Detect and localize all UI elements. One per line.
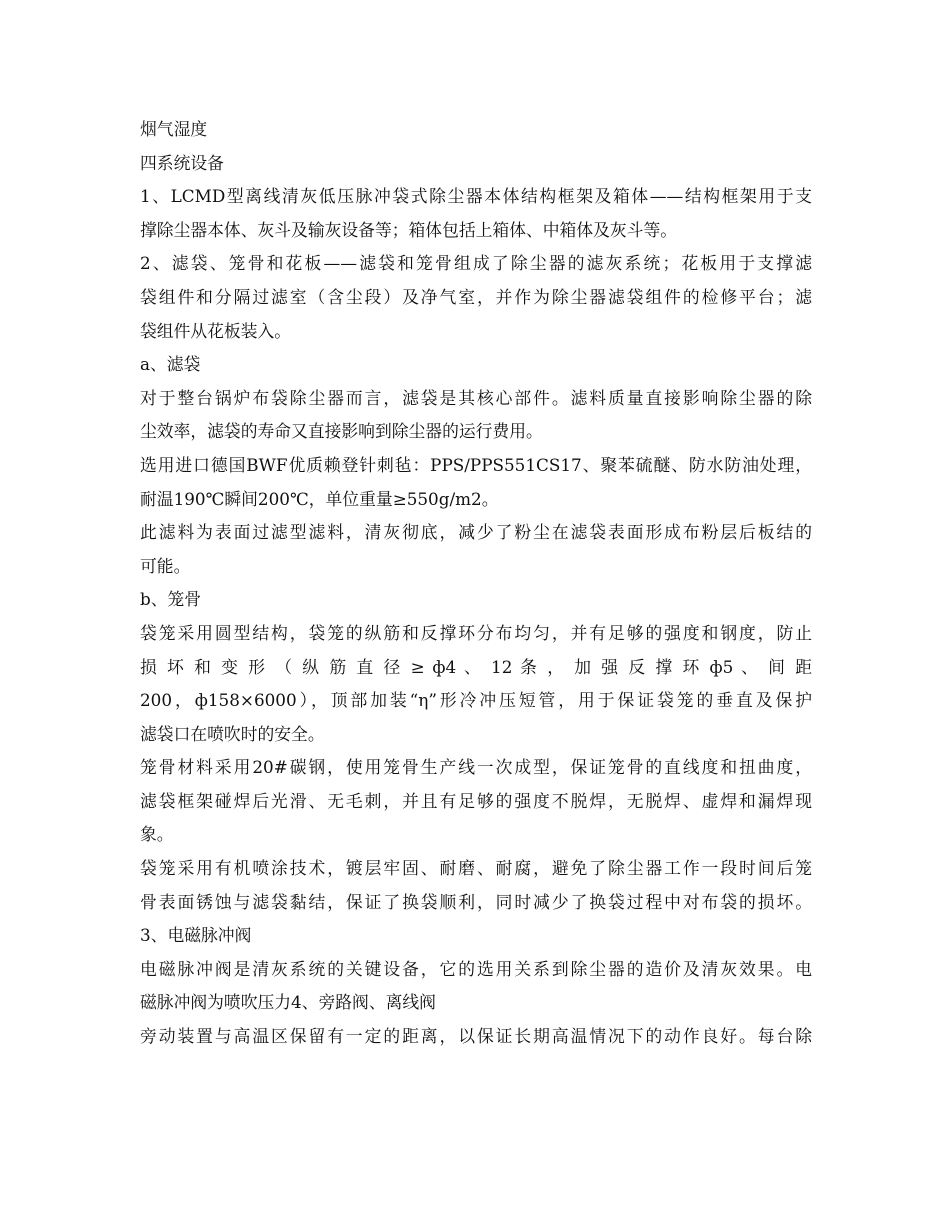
text-line: 滤袋框架碰焊后光滑、无毛刺，并且有足够的强度不脱焊，无脱焊、虚焊和漏焊现	[140, 790, 812, 811]
text-line: 尘效率，滤袋的寿命又直接影响到除尘器的运行费用。	[140, 421, 543, 442]
text-line: 电磁脉冲阀是清灰系统的关键设备，它的选用关系到除尘器的造价及清灰效果。电	[140, 958, 812, 979]
text-line: 袋组件和分隔过滤室（含尘段）及净气室，并作为除尘器滤袋组件的检修平台；滤	[140, 286, 812, 307]
text-line: 袋笼采用有机喷涂技术，镀层牢固、耐磨、耐腐，避免了除尘器工作一段时间后笼	[140, 858, 812, 879]
text-line: 象。	[140, 824, 174, 845]
text-line: 四系统设备	[140, 152, 224, 173]
text-line: 2、滤袋、笼骨和花板——滤袋和笼骨组成了除尘器的滤灰系统；花板用于支撑滤	[140, 253, 812, 274]
text-line: 滤袋口在喷吹时的安全。	[140, 723, 325, 744]
text-line: b、笼骨	[140, 589, 202, 610]
text-line: 烟气湿度	[140, 119, 208, 139]
text-line: 1、LCMD型离线清灰低压脉冲袋式除尘器本体结构框架及箱体——结构框架用于支	[140, 186, 812, 207]
text-line: 磁脉冲阀为喷吹压力4、旁路阀、离线阀	[140, 992, 436, 1013]
text-line: a、滤袋	[140, 354, 201, 375]
text-line: 损 坏 和 变 形 （ 纵 筋 直 径 ≥ ф4 、 12 条 ， 加 强 反 撑 环 ф5 、 间 距	[140, 656, 812, 677]
text-line: 可能。	[140, 555, 191, 576]
text-line: 袋组件从花板装入。	[140, 320, 292, 341]
text-line: 旁动装置与高温区保留有一定的距离，以保证长期高温情况下的动作良好。每台除	[140, 1026, 812, 1047]
text-line: 选用进口德国BWF优质赖登针刺毡：PPS/PPS551CS17、聚苯硫醚、防水防油处理，	[140, 454, 812, 475]
text-line: 撑除尘器本体、灰斗及输灰设备等；箱体包括上箱体、中箱体及灰斗等。	[140, 219, 678, 240]
text-line: 袋笼采用圆型结构，袋笼的纵筋和反撑环分布均匀，并有足够的强度和钢度，防止	[140, 622, 812, 643]
text-line: 3、电磁脉冲阀	[140, 925, 252, 946]
text-line: 耐温190℃瞬间200℃，单位重量≥550g/m2。	[140, 488, 499, 509]
text-line: 骨表面锈蚀与滤袋黏结，保证了换袋顺利，同时减少了换袋过程中对布袋的损坏。	[140, 891, 812, 912]
text-line: 对于整台锅炉布袋除尘器而言，滤袋是其核心部件。滤料质量直接影响除尘器的除	[140, 387, 812, 408]
text-line: 此滤料为表面过滤型滤料，清灰彻底，减少了粉尘在滤袋表面形成布粉层后板结的	[140, 522, 812, 543]
document-body	[140, 113, 812, 1054]
text-line: 笼骨材料采用20#碳钢，使用笼骨生产线一次成型，保证笼骨的直线度和扭曲度，	[140, 757, 812, 778]
text-line: 200，ф158×6000），顶部加装“η”形冷冲压短管，用于保证袋笼的垂直及保护	[140, 690, 812, 711]
